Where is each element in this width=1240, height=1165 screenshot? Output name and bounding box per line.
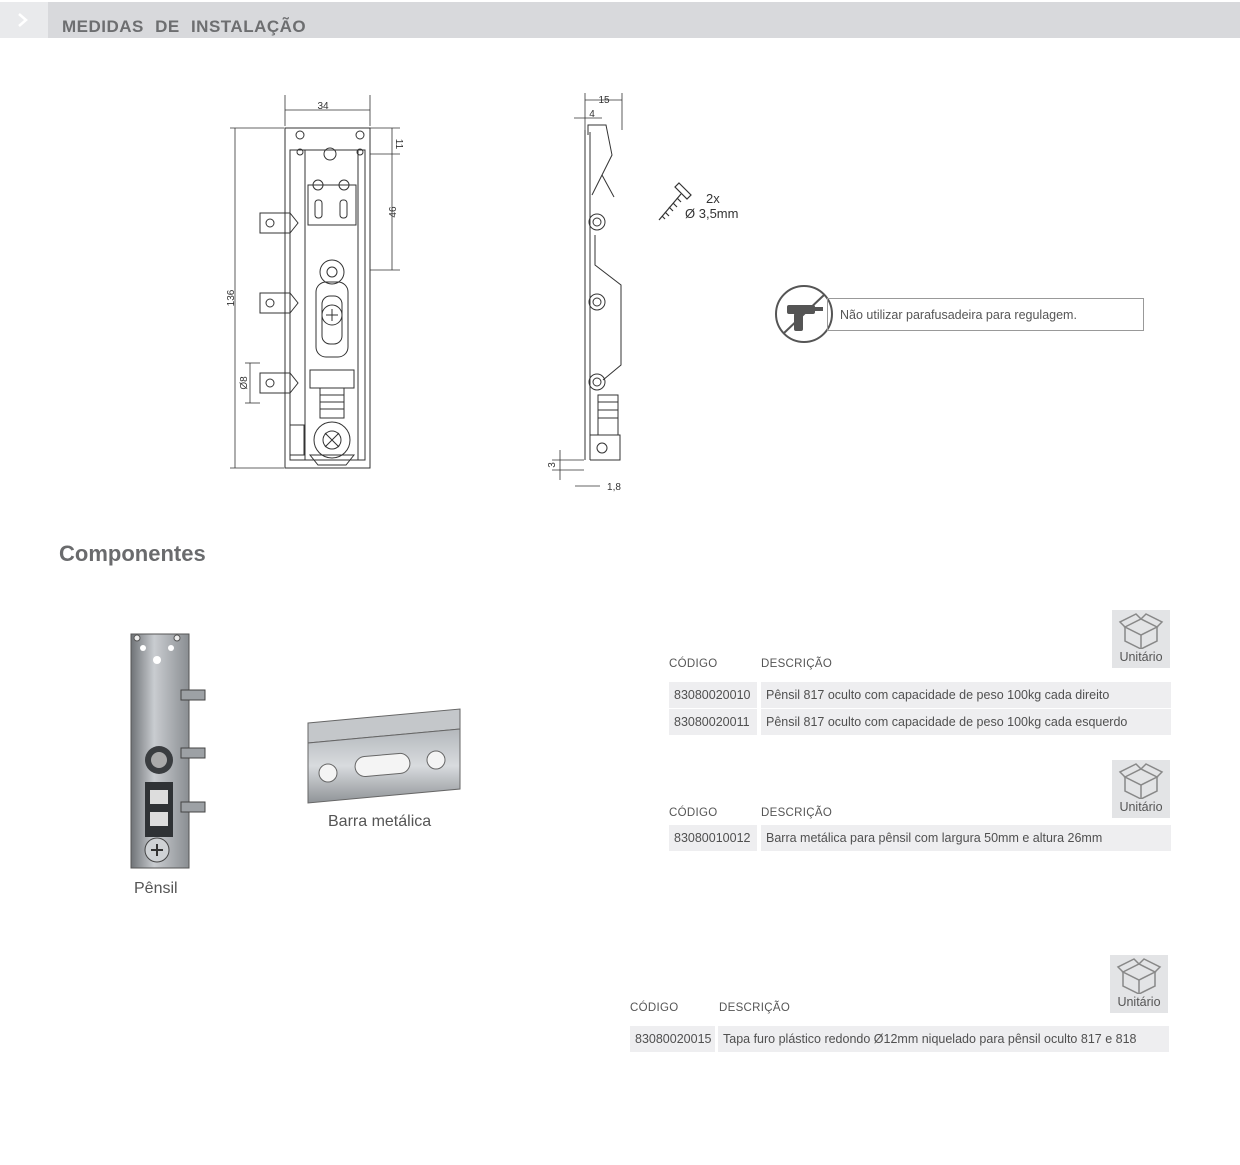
col-code-header: CÓDIGO	[669, 658, 718, 670]
code-cell: 83080020015	[630, 1026, 715, 1052]
dim-top: 11	[393, 138, 404, 150]
col-code-header: CÓDIGO	[669, 807, 718, 819]
barra-image	[300, 705, 465, 810]
desc-cell: Tapa furo plástico redondo Ø12mm niquelado para pênsil oculto 817 e 818	[718, 1026, 1169, 1052]
dim-thickness: 1,8	[607, 482, 621, 493]
dim-spacing: 46	[388, 206, 399, 218]
pack-badge	[1112, 610, 1170, 668]
pack-label: Unitário	[1119, 800, 1163, 814]
desc-cell: Pênsil 817 oculto com capacidade de peso 100kg cada direito	[761, 682, 1171, 708]
col-desc-header: DESCRIÇÃO	[719, 1002, 791, 1014]
page-title: MEDIDAS DE INSTALAÇÃO	[62, 17, 307, 36]
screw-qty: 2x	[706, 191, 720, 206]
pensil-image	[125, 630, 215, 872]
pack-badge	[1110, 955, 1168, 1013]
dim-depth: 15	[598, 95, 610, 106]
box-icon	[1117, 763, 1165, 799]
dim-offset: 4	[589, 109, 595, 120]
side-view-drawing	[540, 90, 640, 495]
code-cell: 83080020011	[669, 709, 757, 735]
no-drill-icon	[774, 285, 834, 345]
code-cell: 83080010012	[669, 825, 757, 851]
barra-caption: Barra metálica	[328, 813, 432, 830]
screw-spec: Ø 3,5mm	[685, 206, 739, 221]
col-desc-header: DESCRIÇÃO	[761, 807, 833, 819]
code-cell: 83080020010	[669, 682, 757, 708]
dim-bottom: 3	[547, 462, 558, 468]
pensil-caption: Pênsil	[134, 880, 178, 897]
warning-box: Não utilizar parafusadeira para regulagem.	[827, 298, 1144, 331]
front-view-drawing	[220, 90, 410, 480]
chevron-right-icon	[16, 12, 30, 28]
section-header	[0, 2, 1240, 38]
desc-cell: Barra metálica para pênsil com largura 50mm e altura 26mm	[761, 825, 1171, 851]
col-code-header: CÓDIGO	[630, 1002, 679, 1014]
box-icon	[1117, 613, 1165, 649]
col-desc-header: DESCRIÇÃO	[761, 658, 833, 670]
header-tab[interactable]	[0, 2, 48, 38]
dim-height: 136	[226, 289, 237, 307]
dim-hole: Ø8	[239, 376, 250, 390]
pack-label: Unitário	[1117, 995, 1161, 1009]
components-title: Componentes	[59, 541, 206, 566]
dim-width: 34	[317, 101, 329, 112]
box-icon	[1115, 958, 1163, 994]
pack-label: Unitário	[1119, 650, 1163, 664]
desc-cell: Pênsil 817 oculto com capacidade de peso 100kg cada esquerdo	[761, 709, 1171, 735]
pack-badge	[1112, 760, 1170, 818]
